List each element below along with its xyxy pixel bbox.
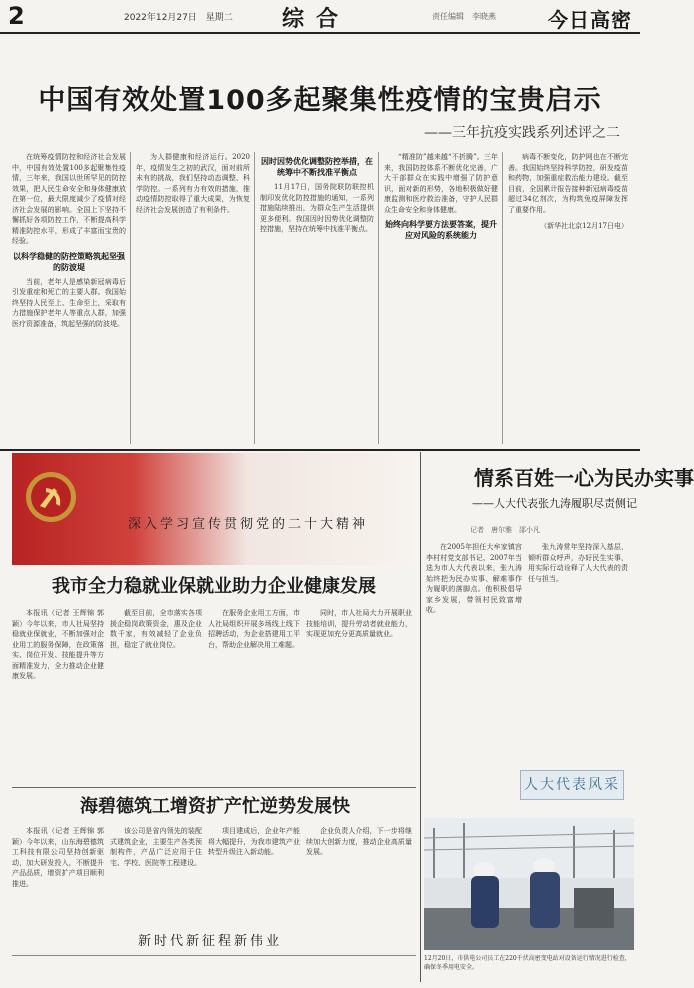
lead-subhead: ——三年抗疫实践系列述评之二 bbox=[424, 125, 620, 141]
box-column-2 bbox=[528, 542, 628, 764]
lead-subheading: 因时因势优化调整防控举措，在统筹中不断找准平衡点 bbox=[261, 157, 373, 177]
lead-subheading: 始终向科学要方法要答案，提升应对风险的系统能力 bbox=[385, 220, 497, 240]
footer-slogan: 新时代新征程新伟业 bbox=[137, 934, 282, 949]
editor-credit: 责任编辑 李晓燕 bbox=[432, 12, 496, 21]
lead-paragraph: 11月17日，国务院联防联控机制印发优化防控措施的通知，一系列措施陆续推出，为群众生产生活提供更多便利。我国因时因势优化调整防控措施，坚持在统筹中找准平衡点。 bbox=[260, 183, 374, 233]
box-title: 情系百姓一心为民办实事 bbox=[474, 466, 694, 490]
box-byline: 记者 唐尔雅 邵小凡 bbox=[470, 526, 540, 534]
lead-subheading: 以科学稳健的防控策略筑起坚强的防波堤 bbox=[13, 251, 125, 272]
article-paragraph: 项目建成后，企业年产能将大幅提升，为我市建筑产业转型升级注入新动能。 bbox=[208, 827, 300, 856]
lead-paragraph: 当前，老年人是感染新冠病毒后引发重症和死亡的主要人群。我国始终坚持人民至上、生命至上，采取有力措施保护老年人等重点人群，加强医疗资源准备，筑起坚强的防波堤。 bbox=[12, 277, 126, 328]
article-column bbox=[12, 826, 104, 922]
box-border bbox=[420, 452, 421, 982]
article-divider bbox=[12, 787, 416, 788]
column-divider bbox=[254, 152, 255, 444]
article-title: 我市全力稳就业保就业助力企业健康发展 bbox=[52, 576, 376, 597]
lead-column-5 bbox=[508, 152, 628, 444]
article-column bbox=[12, 608, 104, 784]
article-title: 海碧德筑工增资扩产忙逆势发展快 bbox=[80, 796, 350, 817]
section-divider bbox=[0, 449, 640, 451]
article-column bbox=[306, 826, 412, 922]
lead-paragraph: 在统筹疫情防控和经济社会发展中，中国有效处置100多起聚集性疫情，三年来，我国以世所罕见的防控效果，把人民生命安全和身体健康放在第一位，最大限度减少了疫情对经济社会发展的影响。全国上下坚持不懈抓好各项防控工作，不断提高科学精准防控水平，形成了丰富而宝贵的经验。 bbox=[12, 153, 126, 245]
newspaper-logo: 今日高密 bbox=[548, 8, 632, 32]
column-tag: 人大代表风采 bbox=[520, 770, 624, 800]
footer-divider bbox=[12, 955, 416, 956]
issue-date: 2022年12月27日 星期二 bbox=[124, 13, 233, 23]
box-column-1 bbox=[426, 542, 522, 814]
article-paragraph: 在服务企业用工方面，市人社局组织开展多场线上线下招聘活动，为企业搭建用工平台，帮助企业解决用工难题。 bbox=[208, 609, 300, 649]
lead-paragraph: 为人群健康和经济运行。2020年，疫情发生之初的武汉，面对前所未有的挑战，我们坚持动态调整、科学防控。一系列有力有效的措施，推动疫情防控取得了重大成果，为恢复经济社会发展创造了有利条件。 bbox=[136, 153, 250, 214]
article-paragraph: 截至目前，全市落实各项援企稳岗政策资金，惠及企业数千家，有效减轻了企业负担，稳定了就业岗位。 bbox=[110, 609, 202, 649]
column-divider bbox=[130, 152, 131, 444]
lead-paragraph: 病毒不断变化，防护网也在不断完善。我国始终坚持科学防控，研发疫苗和药物，加强重症救治能力建设。截至目前，全国累计报告接种新冠病毒疫苗超过34亿剂次，为构筑免疫屏障发挥了重要作用。 bbox=[508, 153, 628, 214]
article-column bbox=[110, 826, 202, 922]
lead-column-4 bbox=[384, 152, 498, 444]
article-column bbox=[306, 608, 412, 784]
photo-caption: 12月20日，市供电公司员工在220千伏高密变电站对设备运行情况进行检查，确保冬季用电安全。 bbox=[424, 955, 631, 971]
lead-column-3 bbox=[260, 152, 374, 444]
party-emblem-icon bbox=[24, 470, 78, 524]
lead-headline: 中国有效处置100多起聚集性疫情的宝贵启示 bbox=[38, 85, 602, 116]
article-column bbox=[208, 826, 300, 922]
banner-slogan: 深入学习宣传贯彻党的二十大精神 bbox=[128, 517, 369, 532]
column-divider bbox=[502, 152, 503, 444]
article-paragraph: 企业负责人介绍，下一步将继续加大创新力度，推动企业高质量发展。 bbox=[306, 827, 412, 856]
box-paragraph: 张九涛常年坚持深入基层，倾听群众呼声，办好民生实事，用实际行动诠释了人大代表的责任与担当。 bbox=[528, 543, 628, 583]
lead-column-1 bbox=[12, 152, 126, 444]
article-paragraph: 本报讯（记者 王辉锦 郭颖）今年以来，山东海碧德筑工科技有限公司坚持创新驱动，加大研发投入，不断提升产品品质，增资扩产项目顺利推进。 bbox=[12, 827, 104, 888]
article-column bbox=[110, 608, 202, 784]
article-paragraph: 本报讯（记者 王辉锦 郭颖）今年以来，市人社局坚持稳就业保就业，不断加强对企业用工的服务保障，在政策落实、岗位开发、技能提升等方面精准发力，全力推动企业健康发展。 bbox=[12, 609, 104, 680]
article-paragraph: 该公司是省内领先的装配式建筑企业，主要生产各类预制构件，产品广泛应用于住宅、学校、医院等工程建设。 bbox=[110, 827, 202, 867]
substation-photo bbox=[424, 818, 634, 950]
lead-paragraph: “精准防”越来越“不折腾”。三年来，我国防控体系不断优化完善，广大干部群众在实践中增强了防护意识，面对新的形势，各地积极做好健康监测和医疗救治准备，守护人民群众生命安全和身体健康。 bbox=[384, 153, 498, 214]
box-paragraph: 在2005年担任大牟家镇宫李村村党支部书记、2007年当选为市人大代表以来，张九涛始终把为民办实事、解难事作为履职的落脚点。他积极倡导家乡发展，带领村民致富增收。 bbox=[426, 543, 522, 614]
article-column bbox=[208, 608, 300, 784]
lead-source: （新华社北京12月17日电） bbox=[540, 222, 628, 230]
section-title: 综合 bbox=[282, 6, 351, 32]
page-number: 2 bbox=[8, 2, 25, 30]
article-paragraph: 同时，市人社局大力开展职业技能培训，提升劳动者就业能力，实现更加充分更高质量就业。 bbox=[306, 609, 412, 638]
box-subtitle: ——人大代表张九涛履职尽责侧记 bbox=[472, 497, 637, 510]
column-divider bbox=[378, 152, 379, 444]
lead-column-2 bbox=[136, 152, 250, 444]
